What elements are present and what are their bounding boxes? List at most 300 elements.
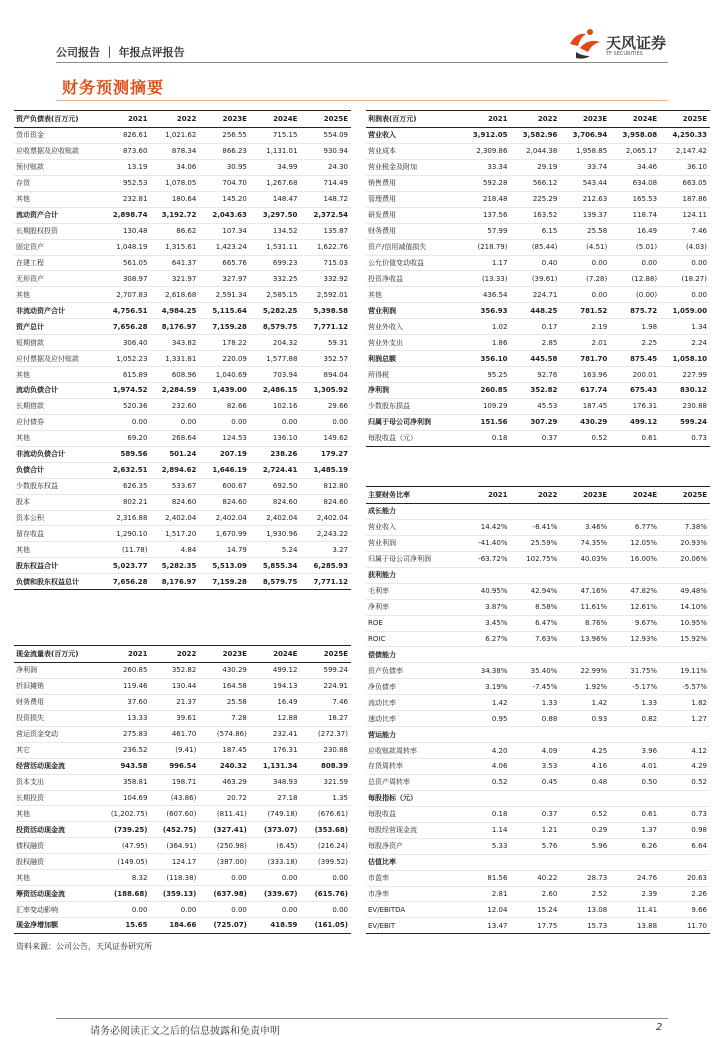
table-cell: 4.16 xyxy=(560,759,610,775)
table-cell: 16.49 xyxy=(610,223,660,239)
company-logo xyxy=(566,26,676,66)
column-header: 2023E xyxy=(560,487,610,504)
table-cell: 1,439.00 xyxy=(199,383,250,399)
table-cell: 617.74 xyxy=(560,383,610,399)
table-row xyxy=(366,695,710,711)
table-row xyxy=(366,335,710,351)
row-label: 营运能力 xyxy=(366,727,462,743)
table-cell: 1.34 xyxy=(660,319,710,335)
table-cell: 17.75 xyxy=(510,918,560,934)
table-cell xyxy=(462,647,510,663)
table-cell: 47.82% xyxy=(610,583,660,599)
table-cell: 4.25 xyxy=(560,743,610,759)
table-cell: 0.00 xyxy=(250,870,301,886)
table-cell: 236.52 xyxy=(102,742,151,758)
table-row xyxy=(14,774,351,790)
table-row xyxy=(366,583,710,599)
table-cell: 930.94 xyxy=(300,143,351,159)
table-row xyxy=(14,822,351,838)
table-cell: 5.96 xyxy=(560,838,610,854)
table-cell: 592.28 xyxy=(462,175,510,191)
table-cell: (333.18) xyxy=(250,854,301,870)
table-cell: 0.00 xyxy=(250,414,301,430)
table-cell: 2,243.22 xyxy=(300,526,351,542)
table-cell: 0.88 xyxy=(510,711,560,727)
table-row xyxy=(366,663,710,679)
table-cell: (4.03) xyxy=(660,239,710,255)
row-label: 每股收益（元） xyxy=(366,430,462,446)
table-row xyxy=(366,519,710,535)
table-cell: 0.00 xyxy=(300,414,351,430)
table-row xyxy=(366,711,710,727)
table-cell: 8,176.97 xyxy=(150,319,199,335)
table-cell: 187.45 xyxy=(199,742,250,758)
table-row xyxy=(366,303,710,319)
table-cell: 135.87 xyxy=(300,223,351,239)
row-label: 资产/信用减值损失 xyxy=(366,239,462,255)
table-cell: (387.00) xyxy=(199,854,250,870)
table-row xyxy=(14,446,351,462)
table-cell: 1,622.76 xyxy=(300,239,351,255)
table-cell: 608.96 xyxy=(150,367,199,383)
table-header-row xyxy=(366,111,710,128)
table-cell: 5.33 xyxy=(462,838,510,854)
row-label: 市净率 xyxy=(366,886,462,902)
table-cell: 20.06% xyxy=(660,551,710,567)
row-label: 长期借款 xyxy=(14,398,102,414)
footer-divider xyxy=(56,1018,668,1019)
table-cell: 227.99 xyxy=(660,367,710,383)
table-cell: 875.45 xyxy=(610,351,660,367)
table-cell: (353.68) xyxy=(300,822,351,838)
table-cell: 102.75% xyxy=(510,551,560,567)
table-row xyxy=(14,430,351,446)
table-cell: 1,315.61 xyxy=(150,239,199,255)
table-row xyxy=(14,478,351,494)
table-cell: 224.71 xyxy=(510,287,560,303)
table-row xyxy=(14,526,351,542)
row-label: 公允价值变动收益 xyxy=(366,255,462,271)
table-cell: 7,656.28 xyxy=(102,574,151,590)
table-cell: 13.19 xyxy=(102,159,151,175)
table-title: 利润表(百万元) xyxy=(366,111,462,128)
table-cell: 130.44 xyxy=(150,678,199,694)
table-cell: 148.47 xyxy=(250,191,301,207)
table-cell: 1.14 xyxy=(462,822,510,838)
table-cell: 3,192.72 xyxy=(150,207,199,223)
table-cell: 3,912.05 xyxy=(462,128,510,144)
table-cell xyxy=(510,790,560,806)
table-cell: 1,131.01 xyxy=(250,143,301,159)
table-row xyxy=(14,287,351,303)
table-cell: 275.83 xyxy=(102,726,151,742)
row-label: 资本支出 xyxy=(14,774,102,790)
table-cell xyxy=(660,854,710,870)
row-label: 非流动资产合计 xyxy=(14,303,102,319)
table-cell xyxy=(560,567,610,583)
table-cell: 2,284.59 xyxy=(150,383,199,399)
table-row xyxy=(366,414,710,430)
table-cell: 20.63 xyxy=(660,870,710,886)
table-cell: 1,974.52 xyxy=(102,383,151,399)
row-label: 估值比率 xyxy=(366,854,462,870)
table-cell: 176.31 xyxy=(250,742,301,758)
table-cell: 4.01 xyxy=(610,759,660,775)
table-row xyxy=(366,838,710,854)
table-cell: 260.85 xyxy=(102,663,151,679)
table-cell: 47.16% xyxy=(560,583,610,599)
table-cell: 878.34 xyxy=(150,143,199,159)
table-cell: 327.97 xyxy=(199,271,250,287)
table-cell: 4.12 xyxy=(660,743,710,759)
table-cell: 225.29 xyxy=(510,191,560,207)
table-row xyxy=(366,271,710,287)
column-header: 2024E xyxy=(250,646,301,663)
table-cell: 2.26 xyxy=(660,886,710,902)
table-cell: 0.37 xyxy=(510,806,560,822)
table-cell: 1.92% xyxy=(560,679,610,695)
table-cell: 703.94 xyxy=(250,367,301,383)
column-header: 2023E xyxy=(199,111,250,128)
row-label: 营业收入 xyxy=(366,128,462,144)
table-cell: 0.00 xyxy=(150,414,199,430)
table-cell: 2,147.42 xyxy=(660,143,710,159)
table-cell: 136.10 xyxy=(250,430,301,446)
row-label: 市盈率 xyxy=(366,870,462,886)
table-row xyxy=(14,694,351,710)
table-row xyxy=(366,159,710,175)
column-header: 2021 xyxy=(462,487,510,504)
table-cell: 5.24 xyxy=(250,542,301,558)
table-cell: 4,756.51 xyxy=(102,303,151,319)
table-cell: 0.93 xyxy=(560,711,610,727)
row-label: EV/EBIT xyxy=(366,918,462,934)
table-row xyxy=(14,902,351,918)
table-row xyxy=(366,822,710,838)
table-cell: (339.67) xyxy=(250,886,301,902)
table-cell: 6.27% xyxy=(462,631,510,647)
income-statement-table xyxy=(366,110,710,447)
table-cell: 232.60 xyxy=(150,398,199,414)
table-cell: 40.95% xyxy=(462,583,510,599)
table-row xyxy=(14,494,351,510)
table-cell: 25.58 xyxy=(199,694,250,710)
page-number: 2 xyxy=(656,1022,663,1033)
row-label: 获利能力 xyxy=(366,567,462,583)
table-cell: 2,043.63 xyxy=(199,207,250,223)
table-row xyxy=(366,255,710,271)
table-row xyxy=(14,414,351,430)
table-cell: 1,058.10 xyxy=(660,351,710,367)
table-cell: 16.00% xyxy=(610,551,660,567)
table-cell: (1,202.75) xyxy=(102,806,151,822)
row-label: 应付债券 xyxy=(14,414,102,430)
table-cell: 2,402.04 xyxy=(300,510,351,526)
column-header: 2024E xyxy=(250,111,301,128)
table-row xyxy=(366,599,710,615)
table-row xyxy=(14,838,351,854)
row-label: 股本 xyxy=(14,494,102,510)
table-cell: 49.48% xyxy=(660,583,710,599)
column-header: 2022 xyxy=(150,646,199,663)
row-label: 其他 xyxy=(14,287,102,303)
table-cell: 1.82 xyxy=(660,695,710,711)
table-cell: 104.69 xyxy=(102,790,151,806)
table-cell: 0.52 xyxy=(660,774,710,790)
row-label: 净利率 xyxy=(366,599,462,615)
table-cell: 2,632.51 xyxy=(102,462,151,478)
table-cell: 240.32 xyxy=(199,758,250,774)
row-label: 投资损失 xyxy=(14,710,102,726)
row-label: 所得税 xyxy=(366,367,462,383)
table-cell: 7.28 xyxy=(199,710,250,726)
row-label: 资产总计 xyxy=(14,319,102,335)
table-cell: 40.22 xyxy=(510,870,560,886)
table-row xyxy=(366,175,710,191)
table-row xyxy=(14,574,351,590)
row-label: 债权融资 xyxy=(14,838,102,854)
table-row xyxy=(14,742,351,758)
table-cell: 13.33 xyxy=(102,710,151,726)
table-cell: 599.24 xyxy=(300,663,351,679)
table-cell: 781.52 xyxy=(560,303,610,319)
table-cell: 8.32 xyxy=(102,870,151,886)
table-cell xyxy=(610,567,660,583)
table-cell: 430.29 xyxy=(199,663,250,679)
table-row xyxy=(366,535,710,551)
table-cell: 520.36 xyxy=(102,398,151,414)
row-label: 管理费用 xyxy=(366,191,462,207)
table-cell: 6.47% xyxy=(510,615,560,631)
table-cell: (7.28) xyxy=(560,271,610,287)
table-cell: 634.08 xyxy=(610,175,660,191)
table-cell: 4,250.33 xyxy=(660,128,710,144)
row-label: 流动资产合计 xyxy=(14,207,102,223)
table-cell: 824.60 xyxy=(150,494,199,510)
table-row xyxy=(14,207,351,223)
table-cell: 1,517.20 xyxy=(150,526,199,542)
table-cell: 18.27 xyxy=(300,710,351,726)
table-cell: 894.04 xyxy=(300,367,351,383)
table-title: 资产负债表(百万元) xyxy=(14,111,102,128)
table-cell xyxy=(510,854,560,870)
table-cell: 2,065.17 xyxy=(610,143,660,159)
table-cell: 187.86 xyxy=(660,191,710,207)
row-label: 营业外收入 xyxy=(366,319,462,335)
table-cell: (149.05) xyxy=(102,854,151,870)
table-cell: 5,115.64 xyxy=(199,303,250,319)
row-label: 财务费用 xyxy=(366,223,462,239)
table-cell: 0.00 xyxy=(102,902,151,918)
row-label: 留存收益 xyxy=(14,526,102,542)
table-cell: 2.39 xyxy=(610,886,660,902)
table-cell: 321.97 xyxy=(150,271,199,287)
table-cell: 824.60 xyxy=(300,494,351,510)
table-cell: 12.61% xyxy=(610,599,660,615)
table-cell: 10.95% xyxy=(660,615,710,631)
table-cell: 7.46 xyxy=(300,694,351,710)
row-label: 应收票据及应收账款 xyxy=(14,143,102,159)
table-cell: 3.53 xyxy=(510,759,560,775)
table-cell: (811.41) xyxy=(199,806,250,822)
table-cell: 2,044.38 xyxy=(510,143,560,159)
column-header: 2022 xyxy=(510,487,560,504)
table-row xyxy=(14,143,351,159)
table-cell: 34.06 xyxy=(150,159,199,175)
table-cell: (47.95) xyxy=(102,838,151,854)
table-cell: 9.67% xyxy=(610,615,660,631)
table-cell: 4,984.25 xyxy=(150,303,199,319)
table-row xyxy=(14,398,351,414)
table-cell: 13.47 xyxy=(462,918,510,934)
table-cell: 5.76 xyxy=(510,838,560,854)
table-cell: 8,176.97 xyxy=(150,574,199,590)
table-cell xyxy=(560,854,610,870)
table-cell: 232.81 xyxy=(102,191,151,207)
table-cell: 3.27 xyxy=(300,542,351,558)
table-row xyxy=(366,886,710,902)
table-cell: 124.53 xyxy=(199,430,250,446)
table-cell: 3.96 xyxy=(610,743,660,759)
table-cell: (12.88) xyxy=(610,271,660,287)
table-cell: 86.62 xyxy=(150,223,199,239)
table-cell: 4.84 xyxy=(150,542,199,558)
table-cell: 34.99 xyxy=(250,159,301,175)
table-cell: 0.00 xyxy=(102,414,151,430)
row-label: 预付账款 xyxy=(14,159,102,175)
table-cell: 187.45 xyxy=(560,398,610,414)
table-cell: 0.37 xyxy=(510,430,560,446)
table-cell: (359.13) xyxy=(150,886,199,902)
table-cell: 74.35% xyxy=(560,535,610,551)
table-cell xyxy=(510,647,560,663)
table-cell: -5.17% xyxy=(610,679,660,695)
table-cell: 39.61 xyxy=(150,710,199,726)
table-cell: 307.29 xyxy=(510,414,560,430)
row-label: 其他 xyxy=(14,191,102,207)
row-label: 资本公积 xyxy=(14,510,102,526)
table-cell: 1,577.88 xyxy=(250,351,301,367)
row-label: 其他 xyxy=(14,430,102,446)
row-label: 财务费用 xyxy=(14,694,102,710)
table-cell: 0.98 xyxy=(660,822,710,838)
table-cell: 781.70 xyxy=(560,351,610,367)
table-cell xyxy=(660,504,710,520)
table-cell: (749.18) xyxy=(250,806,301,822)
row-label: 少数股东权益 xyxy=(14,478,102,494)
table-cell: 8.76% xyxy=(560,615,610,631)
table-cell: 0.00 xyxy=(199,870,250,886)
table-row xyxy=(14,271,351,287)
table-cell: 238.26 xyxy=(250,446,301,462)
table-cell: 0.82 xyxy=(610,711,660,727)
row-label: 归属于母公司净利润 xyxy=(366,551,462,567)
table-cell: 12.93% xyxy=(610,631,660,647)
source-note: 资料来源：公司公告，天风证券研究所 xyxy=(16,942,152,951)
table-cell: 1.35 xyxy=(300,790,351,806)
table-cell: (5.01) xyxy=(610,239,660,255)
table-row xyxy=(14,191,351,207)
table-row xyxy=(14,367,351,383)
column-header: 2025E xyxy=(660,111,710,128)
table-cell: -63.72% xyxy=(462,551,510,567)
table-cell: 3,582.96 xyxy=(510,128,560,144)
table-row xyxy=(366,902,710,918)
column-header: 2025E xyxy=(300,646,351,663)
table-cell: 13.96% xyxy=(560,631,610,647)
table-row xyxy=(14,806,351,822)
table-row xyxy=(366,287,710,303)
table-row xyxy=(366,806,710,822)
table-cell: 0.61 xyxy=(610,806,660,822)
table-cell: 2,707.83 xyxy=(102,287,151,303)
table-cell: 212.63 xyxy=(560,191,610,207)
table-cell: 826.61 xyxy=(102,128,151,144)
row-label: 营业利润 xyxy=(366,535,462,551)
table-cell: 8,579.75 xyxy=(250,574,301,590)
table-cell: 14.42% xyxy=(462,519,510,535)
table-cell: 2.01 xyxy=(560,335,610,351)
table-cell: 715.15 xyxy=(250,128,301,144)
column-header: 2022 xyxy=(510,111,560,128)
table-cell: 36.10 xyxy=(660,159,710,175)
table-cell: 34.46 xyxy=(610,159,660,175)
row-label: 流动比率 xyxy=(366,695,462,711)
table-cell: 14.79 xyxy=(199,542,250,558)
table-cell: 0.18 xyxy=(462,806,510,822)
row-label: 偿债能力 xyxy=(366,647,462,663)
table-row xyxy=(366,679,710,695)
table-row xyxy=(366,398,710,414)
table-cell: (739.25) xyxy=(102,822,151,838)
logo-name: 天风证券 xyxy=(606,34,667,52)
table-cell: 2,402.04 xyxy=(150,510,199,526)
table-row xyxy=(366,239,710,255)
table-cell: 1.02 xyxy=(462,319,510,335)
table-cell: 501.24 xyxy=(150,446,199,462)
row-label: 其他 xyxy=(14,806,102,822)
table-row xyxy=(14,303,351,319)
table-cell: (615.76) xyxy=(300,886,351,902)
table-cell: 3,706.94 xyxy=(560,128,610,144)
table-cell: 130.48 xyxy=(102,223,151,239)
table-cell xyxy=(660,567,710,583)
row-label: ROIC xyxy=(366,631,462,647)
table-row xyxy=(366,567,710,583)
table-cell: 11.70 xyxy=(660,918,710,934)
table-cell: 352.82 xyxy=(510,383,560,399)
table-row xyxy=(14,319,351,335)
table-cell xyxy=(610,790,660,806)
table-cell: 599.24 xyxy=(660,414,710,430)
table-cell: 714.49 xyxy=(300,175,351,191)
table-cell: 5,398.58 xyxy=(300,303,351,319)
table-cell: 2,724.41 xyxy=(250,462,301,478)
table-cell: 2.25 xyxy=(610,335,660,351)
row-label: 利润总额 xyxy=(366,351,462,367)
table-cell: 663.05 xyxy=(660,175,710,191)
table-cell: 2.85 xyxy=(510,335,560,351)
row-label: 投资活动现金流 xyxy=(14,822,102,838)
table-cell: 332.92 xyxy=(300,271,351,287)
table-cell: 139.37 xyxy=(560,207,610,223)
table-cell xyxy=(610,727,660,743)
logo-mark-icon xyxy=(566,26,604,64)
table-cell: (39.61) xyxy=(510,271,560,287)
table-cell: 20.93% xyxy=(660,535,710,551)
table-row xyxy=(14,335,351,351)
table-row xyxy=(366,647,710,663)
